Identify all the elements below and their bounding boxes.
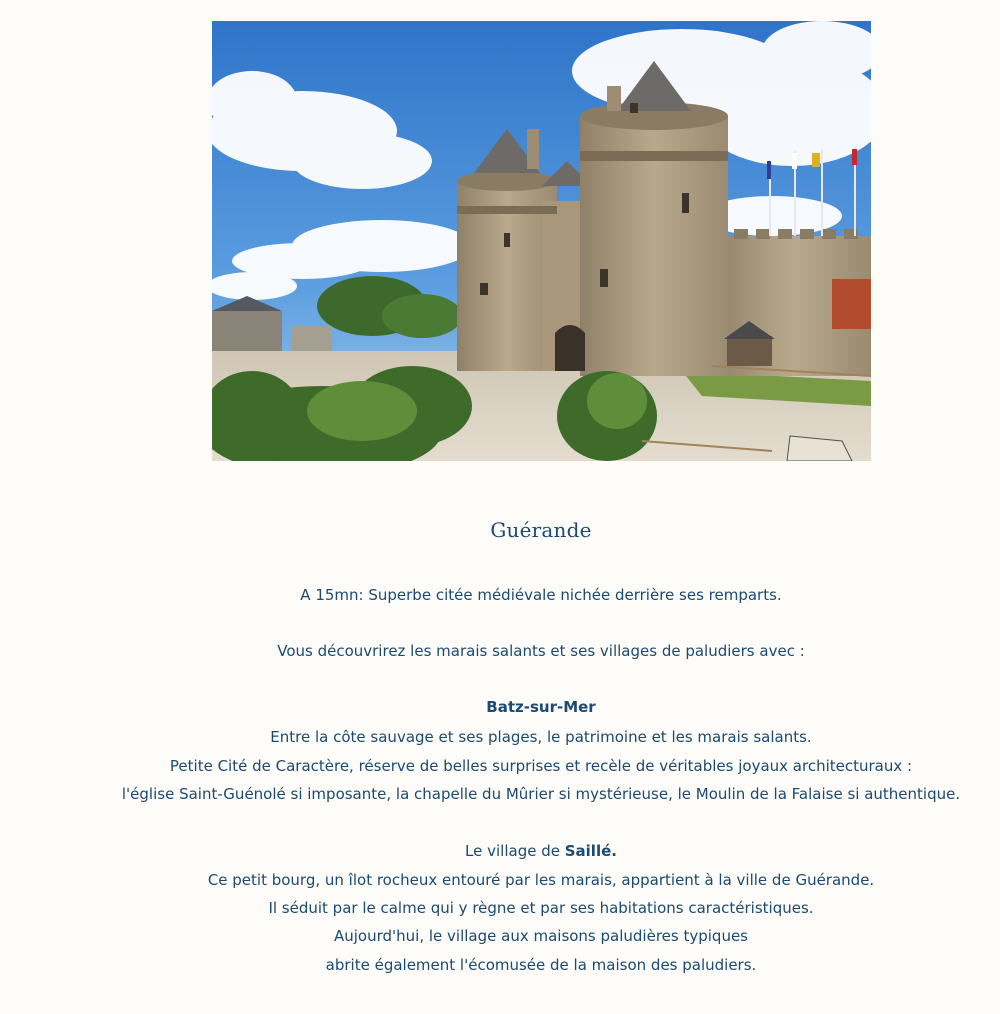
saille-heading xyxy=(0,841,1000,861)
intro-text: A 15mn: Superbe citée médiévale nichée derrière ses remparts. xyxy=(300,586,782,604)
saille-prefix: Le village de xyxy=(465,842,565,860)
batz-line-2: Petite Cité de Caractère, réserve de belles surprises et recèle de véritables joyaux architecturaux : xyxy=(169,757,913,775)
saille-line-3: Aujourd'hui, le village aux maisons paludières typiques xyxy=(333,927,748,945)
batz-line-1: Entre la côte sauvage et ses plages, le patrimoine et les marais salants. xyxy=(270,728,812,746)
saille-line-1: Ce petit bourg, un îlot rocheux entouré par les marais, appartient à la ville de Guérande. xyxy=(207,871,875,889)
castle-gate-photo xyxy=(212,21,871,461)
batz-heading-label: Batz-sur-Mer xyxy=(486,698,596,716)
page-title: Guérande xyxy=(490,518,592,542)
batz-heading xyxy=(0,697,1000,717)
saille-line-4: abrite également l'écomusée de la maison des paludiers. xyxy=(325,956,757,974)
marais-text: Vous découvrirez les marais salants et ses villages de paludiers avec : xyxy=(277,642,805,660)
batz-line-3: l'église Saint-Guénolé si imposante, la chapelle du Mûrier si mystérieuse, le Moulin de la Falaise si authentique. xyxy=(121,785,961,803)
saille-line-2: Il séduit par le calme qui y règne et par ses habitations caractéristiques. xyxy=(268,899,814,917)
saille-name: Saillé. xyxy=(564,842,617,860)
